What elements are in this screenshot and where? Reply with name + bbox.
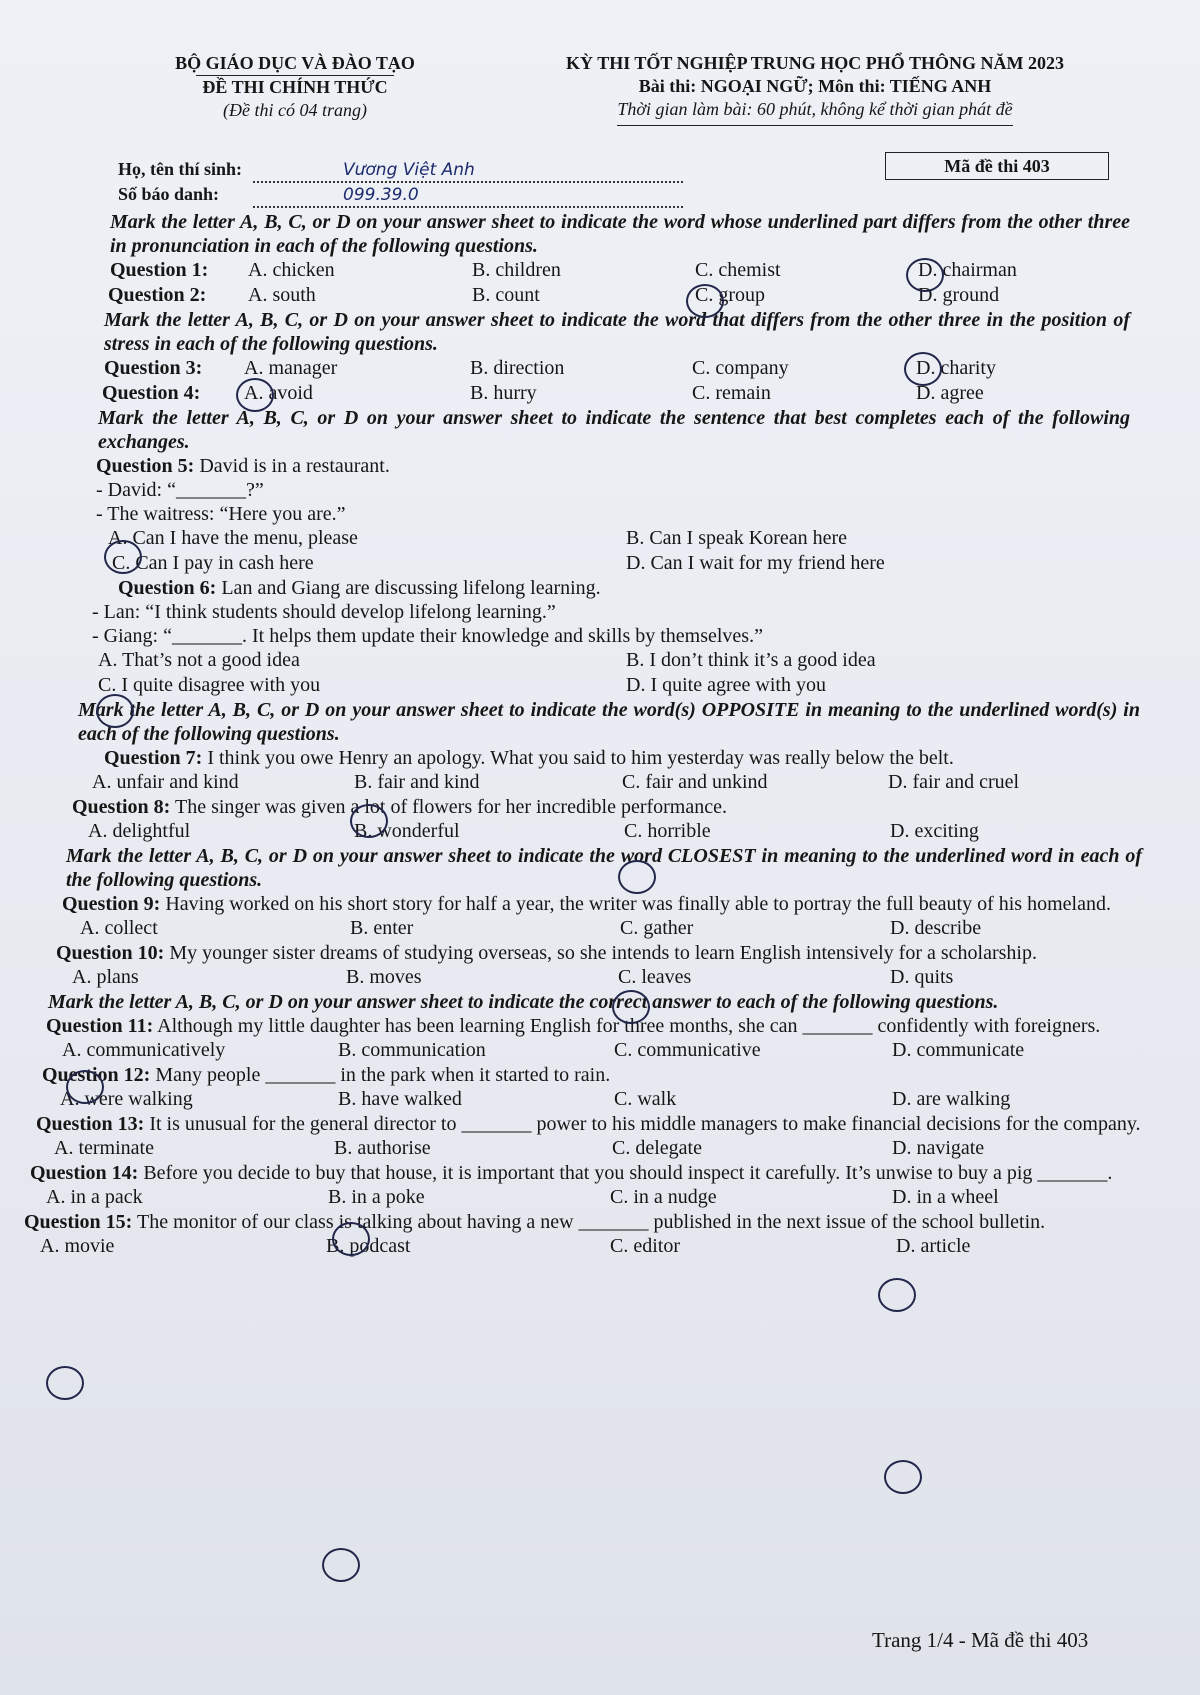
option-8d[interactable]: D. exciting [890,820,979,842]
option-11c[interactable]: C. communicative [614,1039,761,1061]
option-5b[interactable]: B. Can I speak Korean here [626,527,848,549]
question-2-options [108,283,1200,308]
ministry-name: BỘ GIÁO DỤC VÀ ĐÀO TẠO [175,53,415,73]
question-2 [108,283,1200,308]
question-4 [102,381,1200,406]
section-4-instruction: Mark the letter A, B, C, or D on your answer sheet to indicate the word(s) OPPOSITE in meaning to the underlined word(s) in each of the following questions. [78,699,1140,745]
option-14a[interactable]: A. in a pack [46,1186,143,1208]
question-8-text: The singer was given a lot of flowers for her incredible performance. [174,796,727,818]
question-12-stem [42,1063,1200,1087]
option-1c[interactable]: C. chemist [695,259,781,281]
option-6b[interactable]: B. I don’t think it’s a good idea [626,649,876,671]
option-6c[interactable]: C. I quite disagree with you [98,674,321,696]
question-8-stem [72,795,1200,819]
option-5d[interactable]: D. Can I wait for my friend here [626,552,885,574]
exam-content [0,210,1200,1259]
option-3b[interactable]: B. direction [470,357,565,379]
option-12d[interactable]: D. are walking [892,1088,1011,1110]
option-8a[interactable]: A. delightful [88,820,191,842]
option-13c[interactable]: C. delegate [612,1137,702,1159]
question-11-stem [46,1014,1146,1038]
option-2d[interactable]: D. ground [918,284,1000,306]
question-5-options [108,526,1200,576]
question-12-text: Many people _______ in the park when it started to rain. [155,1064,611,1086]
option-4c[interactable]: C. remain [692,382,771,404]
question-15-stem [24,1210,1164,1234]
question-3 [104,356,1200,381]
option-6d[interactable]: D. I quite agree with you [626,674,826,696]
question-14-text: Before you decide to buy that house, it is important that you should inspect it carefully. It’s unwise to buy a pig _______. [143,1162,1113,1184]
question-6-stem [118,576,1200,600]
answer-mark-q12 [878,1278,916,1312]
question-9-stem [62,892,1142,916]
question-5-label: Question 5: [96,455,195,477]
question-5-line-1: - David: “_______?” [96,479,264,501]
question-10-stem [56,941,1146,965]
option-8b[interactable]: B. wonderful [354,820,460,842]
option-8c[interactable]: C. horrible [624,820,711,842]
option-11d[interactable]: D. communicate [892,1039,1025,1061]
question-6-label: Question 6: [118,577,217,599]
exam-code-box: Mã đề thi 403 [885,152,1109,180]
question-9-text: Having worked on his short story for half a year, the writer was finally able to portray the full beauty of his homeland. [165,893,1111,915]
option-9c[interactable]: C. gather [620,917,694,939]
candidate-info [118,158,683,208]
question-10-text: My younger sister dreams of studying overseas, so she intends to learn English intensively for a scholarship. [169,942,1037,964]
question-13-text: It is unusual for the general director to _______ power to his middle managers to make financial decisions for the company. [149,1113,1141,1135]
option-2c[interactable]: C. group [695,284,765,306]
option-15a[interactable]: A. movie [40,1235,115,1257]
option-12c[interactable]: C. walk [614,1088,677,1110]
question-1-label: Question 1: [110,259,209,281]
option-5c[interactable]: C. Can I pay in cash here [112,552,314,574]
option-14d[interactable]: D. in a wheel [892,1186,999,1208]
option-4b[interactable]: B. hurry [470,382,537,404]
exam-time: Thời gian làm bài: 60 phút, không kể thời gian phát đề [617,98,1012,126]
question-6-options [98,648,1200,698]
option-13d[interactable]: D. navigate [892,1137,985,1159]
question-4-label: Question 4: [102,382,201,404]
question-10-label: Question 10: [56,942,165,964]
option-14b[interactable]: B. in a poke [328,1186,425,1208]
option-5a[interactable]: A. Can I have the menu, please [108,527,358,549]
header-right [505,52,1125,126]
question-4-options [102,381,1200,406]
question-12-options [60,1087,1200,1112]
question-7-stem [104,746,1200,770]
option-9d[interactable]: D. describe [890,917,982,939]
question-2-label: Question 2: [108,284,207,306]
option-13b[interactable]: B. authorise [334,1137,431,1159]
question-7-text: I think you owe Henry an apology. What you said to him yesterday was really below the belt. [207,747,954,769]
question-11-options [62,1038,1200,1063]
section-3-instruction: Mark the letter A, B, C, or D on your answer sheet to indicate the sentence that best completes each of the following exchanges. [98,407,1130,453]
option-7a[interactable]: A. unfair and kind [92,771,239,793]
option-7c[interactable]: C. fair and unkind [622,771,768,793]
option-3d[interactable]: D. charity [916,357,996,379]
section-5-instruction: Mark the letter A, B, C, or D on your answer sheet to indicate the word CLOSEST in meaning to the underlined word in each of the following questions. [66,845,1142,891]
exam-title: KỲ THI TỐT NGHIỆP TRUNG HỌC PHỔ THÔNG NĂM 2023 [566,53,1064,73]
section-1-instruction: Mark the letter A, B, C, or D on your answer sheet to indicate the word whose underlined part differs from the other three in pronunciation in each of the following questions. [110,211,1130,257]
question-15-label: Question 15: [24,1211,133,1233]
option-10c[interactable]: C. leaves [618,966,692,988]
option-9b[interactable]: B. enter [350,917,414,939]
option-4a[interactable]: A. avoid [244,382,313,404]
question-6-line-2: - Giang: “_______. It helps them update their knowledge and skills by themselves.” [92,625,763,647]
question-5-line-2: - The waitress: “Here you are.” [96,503,346,525]
question-8-label: Question 8: [72,796,171,818]
option-10b[interactable]: B. moves [346,966,422,988]
question-8-options [88,819,1200,844]
official-label: ĐỀ THI CHÍNH THỨC [196,75,393,99]
option-1d[interactable]: D. chairman [918,259,1017,281]
option-14c[interactable]: C. in a nudge [610,1186,717,1208]
question-9-options [80,916,1200,941]
question-6-text: Lan and Giang are discussing lifelong learning. [221,577,601,599]
question-1 [110,258,1200,283]
header-left [130,52,460,122]
question-7-label: Question 7: [104,747,203,769]
candidate-id-value: 099.39.0 [253,184,683,208]
option-12b[interactable]: B. have walked [338,1088,462,1110]
question-13-label: Question 13: [36,1113,145,1135]
answer-mark-q15 [322,1548,360,1582]
question-13-options [54,1136,1200,1161]
question-14-options [46,1185,1200,1210]
option-6a[interactable]: A. That’s not a good idea [98,649,300,671]
candidate-id-label: Số báo danh: [118,184,220,204]
option-15b[interactable]: B. podcast [326,1235,411,1257]
question-5-text: David is in a restaurant. [199,455,390,477]
candidate-name-label: Họ, tên thí sinh: [118,159,243,179]
question-11-label: Question 11: [46,1015,154,1037]
question-3-options [104,356,1200,381]
option-11b[interactable]: B. communication [338,1039,486,1061]
option-10a[interactable]: A. plans [72,966,139,988]
section-2-instruction: Mark the letter A, B, C, or D on your answer sheet to indicate the word that differs from the other three in the position of stress in each of the following questions. [104,309,1130,355]
question-10-options [72,965,1200,990]
question-11-text: Although my little daughter has been learning English for three months, she can _______ confidently with foreigners. [157,1015,1101,1037]
option-2a[interactable]: A. south [248,284,316,306]
option-7b[interactable]: B. fair and kind [354,771,480,793]
option-10d[interactable]: D. quits [890,966,954,988]
question-14-stem [30,1161,1160,1185]
question-15-text: The monitor of our class is talking about having a new _______ published in the next issue of the school bulletin. [136,1211,1046,1233]
option-2b[interactable]: B. count [472,284,540,306]
question-15-options [40,1234,1200,1259]
page-count-note: (Đề thi có 04 trang) [223,100,367,120]
question-3-label: Question 3: [104,357,203,379]
question-7-options [92,770,1200,795]
question-6-line-1: - Lan: “I think students should develop lifelong learning.” [92,601,556,623]
option-1b[interactable]: B. children [472,259,561,281]
option-15d[interactable]: D. article [896,1235,971,1257]
answer-mark-q13 [46,1366,84,1400]
question-1-options [110,258,1200,283]
option-11a[interactable]: A. communicatively [62,1039,226,1061]
option-13a[interactable]: A. terminate [54,1137,154,1159]
section-6-instruction: Mark the letter A, B, C, or D on your answer sheet to indicate the correct answer to each of the following questions. [48,991,999,1013]
question-12-label: Question 12: [42,1064,151,1086]
question-13-stem [36,1112,1156,1136]
candidate-name-value: Vương Việt Anh [253,159,683,183]
option-7d[interactable]: D. fair and cruel [888,771,1020,793]
exam-subject: Bài thi: NGOẠI NGỮ; Môn thi: TIẾNG ANH [638,76,992,96]
question-9-label: Question 9: [62,893,161,915]
exam-header [0,52,1200,132]
option-1a[interactable]: A. chicken [248,259,335,281]
option-4d[interactable]: D. agree [916,382,984,404]
option-12a[interactable]: A. were walking [60,1088,193,1110]
page-footer: Trang 1/4 - Mã đề thi 403 [872,1628,1089,1652]
option-3a[interactable]: A. manager [244,357,338,379]
question-14-label: Question 14: [30,1162,139,1184]
question-5-stem [96,454,1200,478]
option-9a[interactable]: A. collect [80,917,158,939]
option-3c[interactable]: C. company [692,357,789,379]
option-15c[interactable]: C. editor [610,1235,680,1257]
answer-mark-q14 [884,1460,922,1494]
